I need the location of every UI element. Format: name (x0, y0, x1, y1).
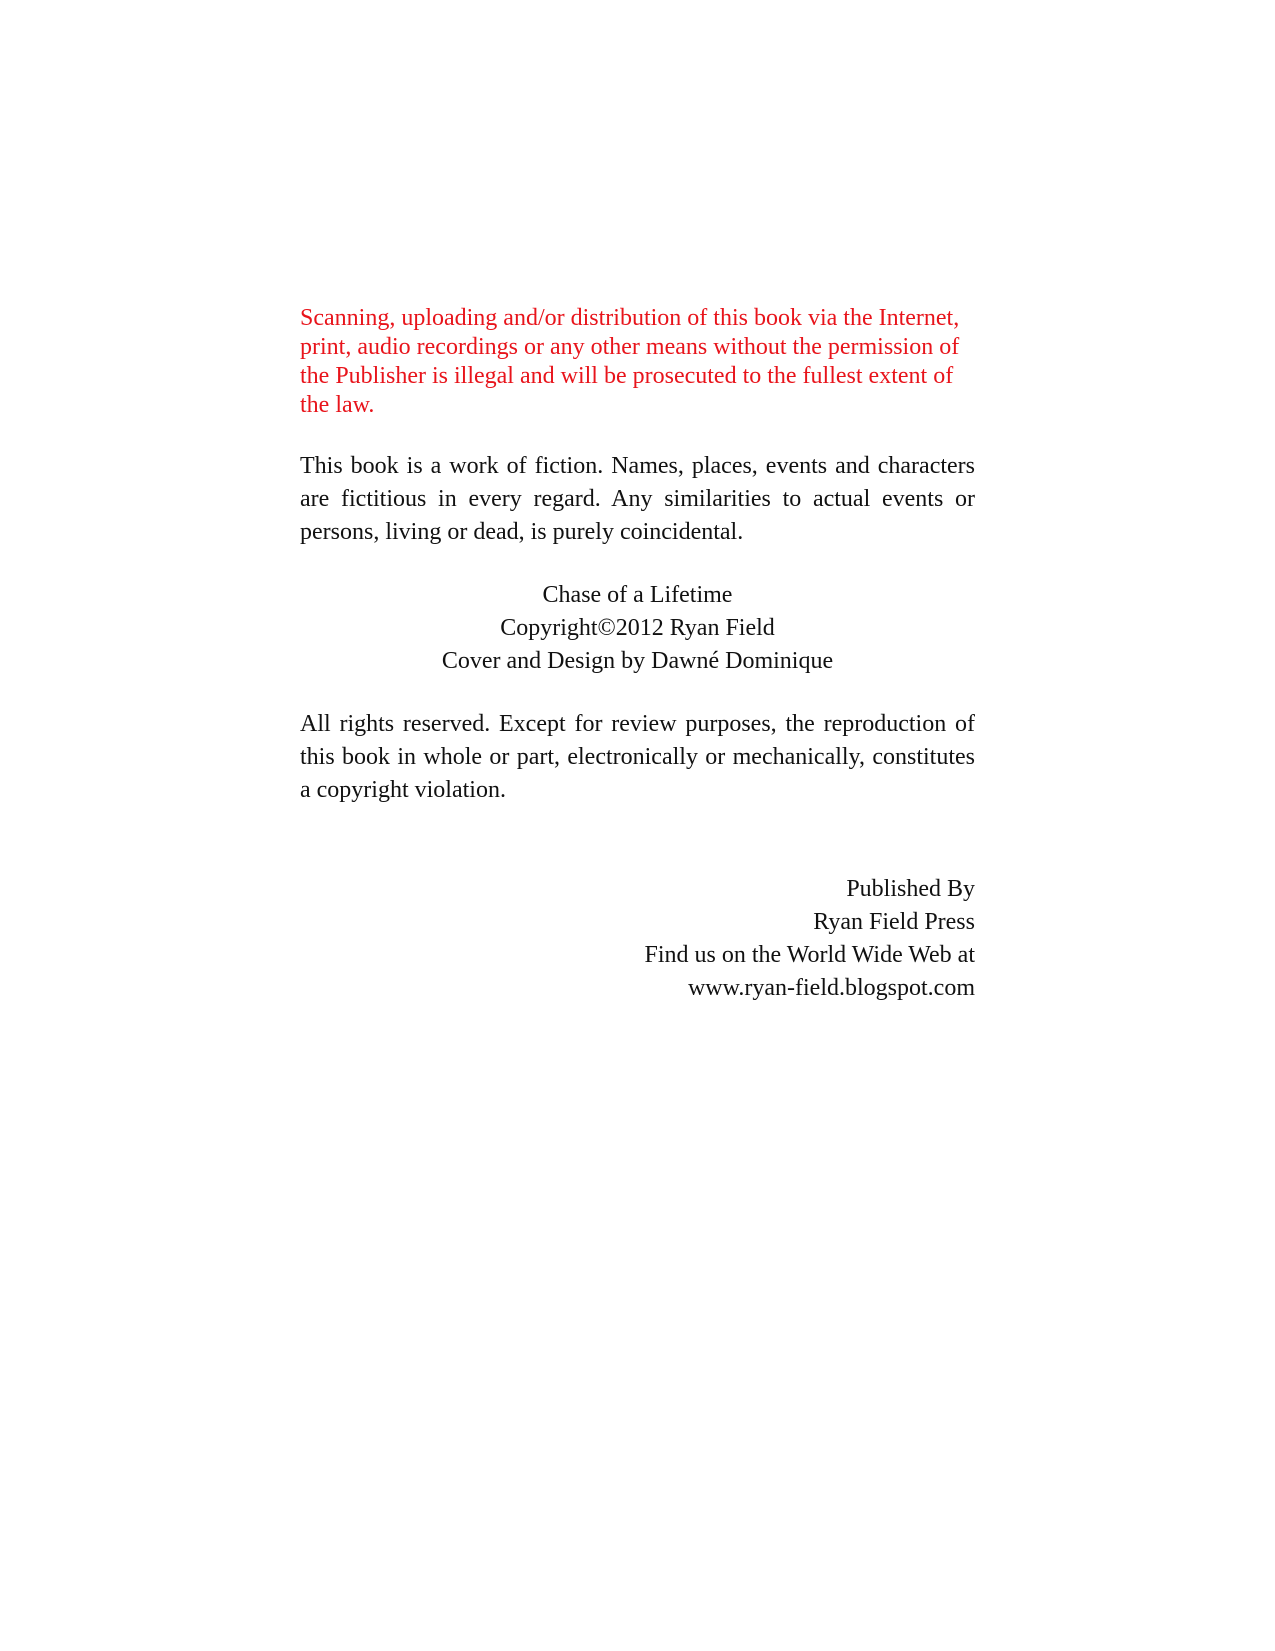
publisher-name: Ryan Field Press (813, 909, 975, 935)
published-by-label: Published By (846, 876, 975, 902)
fiction-disclaimer: This book is a work of fiction. Names, places, events and characters are fictitious in every regard. Any similarities to actual events or persons, living or dead, is purely coincidental. (300, 453, 975, 545)
publisher-url[interactable]: www.ryan-field.blogspot.com (687, 975, 975, 1001)
book-info (300, 579, 975, 678)
copyright-line: Copyright©2012 Ryan Field (500, 615, 775, 641)
warning-notice: Scanning, uploading and/or distribution of this book via the Internet, print, audio recordings or any other means without the permission of the Publisher is illegal and will be prosecuted to the fullest extent of the law. (300, 305, 960, 418)
publisher-info (300, 873, 975, 1005)
cover-credit: Cover and Design by Dawné Dominique (441, 648, 834, 674)
book-title: Chase of a Lifetime (542, 582, 733, 608)
web-intro: Find us on the World Wide Web at (644, 942, 975, 968)
rights-statement: All rights reserved. Except for review purposes, the reproduction of this book in whole or part, electronically or mechanically, constitutes a copyright violation. (300, 711, 975, 803)
page-content (300, 304, 975, 1005)
